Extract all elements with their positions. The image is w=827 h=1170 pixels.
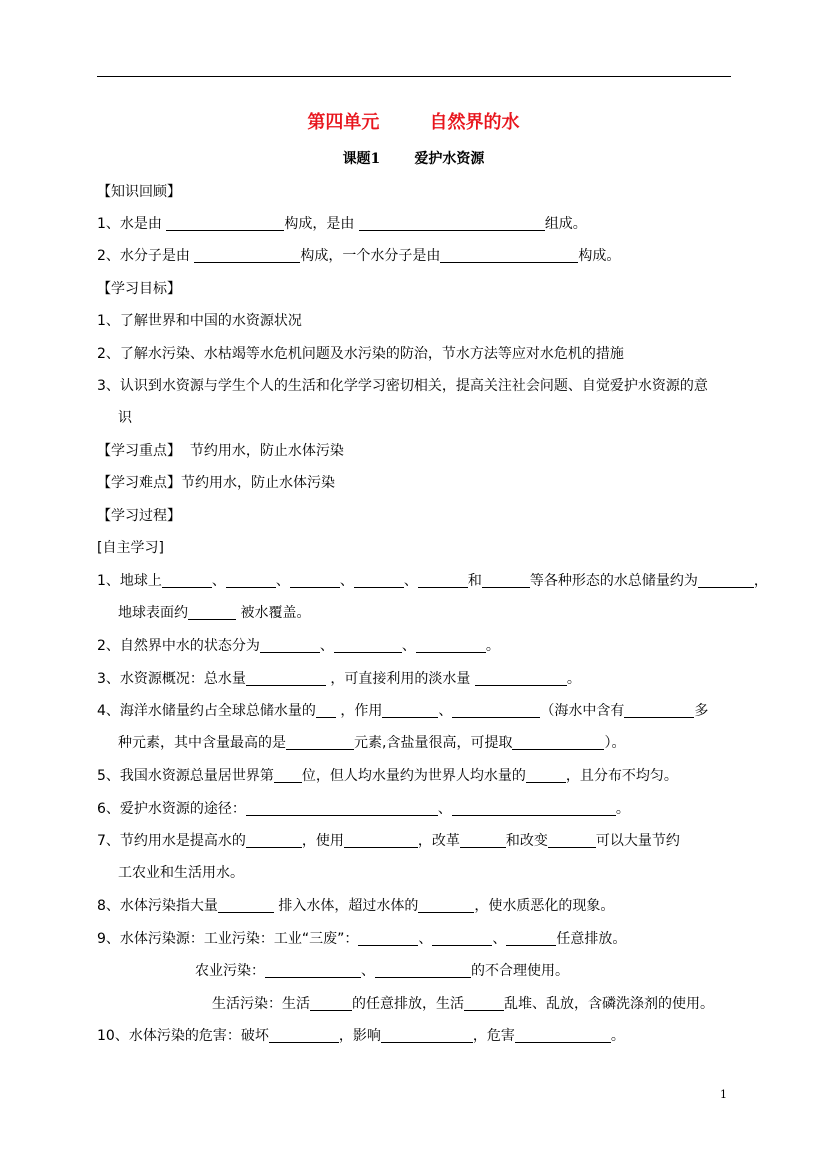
answer-blank[interactable] bbox=[506, 930, 556, 946]
goals-heading: 【学习目标】 bbox=[97, 281, 181, 297]
exercise-9-agriculture: 农业污染： 、 的不合理使用。 bbox=[195, 963, 569, 979]
exercise-2: 2、自然界中水的状态分为 、 、 。 bbox=[97, 638, 500, 654]
answer-blank[interactable] bbox=[194, 247, 300, 263]
answer-blank[interactable] bbox=[265, 962, 361, 978]
exercise-7-cont: 工农业和生活用水。 bbox=[118, 865, 244, 881]
answer-blank[interactable] bbox=[166, 215, 284, 231]
answer-blank[interactable] bbox=[526, 767, 566, 783]
answer-blank[interactable] bbox=[354, 572, 404, 588]
answer-blank[interactable] bbox=[475, 670, 567, 686]
answer-blank[interactable] bbox=[416, 637, 486, 653]
exercise-8: 8、水体污染指大量 排入水体，超过水体的 ，使水质恶化的现象。 bbox=[97, 898, 615, 914]
exercise-4: 4、海洋水储量约占全球总储水量的 ，作用 、 （海水中含有 多 bbox=[97, 703, 709, 719]
answer-blank[interactable] bbox=[290, 572, 340, 588]
answer-blank[interactable] bbox=[334, 637, 402, 653]
exercise-10: 10、水体污染的危害：破坏 ，影响 ，危害 。 bbox=[97, 1028, 625, 1044]
answer-blank[interactable] bbox=[382, 702, 438, 718]
header-rule bbox=[97, 76, 731, 77]
goal-item: 2、了解水污染、水枯竭等水危机问题及水污染的防治，节水方法等应对水危机的措施 bbox=[97, 346, 624, 362]
answer-blank[interactable] bbox=[512, 734, 604, 750]
answer-blank[interactable] bbox=[310, 995, 352, 1011]
answer-blank[interactable] bbox=[418, 897, 474, 913]
answer-blank[interactable] bbox=[440, 247, 578, 263]
answer-blank[interactable] bbox=[358, 930, 418, 946]
answer-blank[interactable] bbox=[218, 897, 274, 913]
self-study-heading: [自主学习] bbox=[97, 540, 164, 556]
answer-blank[interactable] bbox=[162, 572, 212, 588]
review-heading: 【知识回顾】 bbox=[97, 184, 181, 200]
answer-blank[interactable] bbox=[452, 800, 616, 816]
answer-blank[interactable] bbox=[482, 572, 530, 588]
answer-blank[interactable] bbox=[464, 995, 504, 1011]
review-q2: 2、水分子是由 构成，一个水分子是由 构成。 bbox=[97, 248, 621, 264]
difficulty: 【学习难点】节约用水，防止水体污染 bbox=[97, 475, 335, 491]
exercise-7: 7、节约用水是提高水的 ，使用 ，改革 和改变 可以大量节约 bbox=[97, 833, 680, 849]
answer-blank[interactable] bbox=[246, 800, 438, 816]
exercise-1-cont: 地球表面约 被水覆盖。 bbox=[118, 605, 311, 621]
exercise-3: 3、水资源概况：总水量 ，可直接利用的淡水量 。 bbox=[97, 671, 581, 687]
answer-blank[interactable] bbox=[460, 832, 506, 848]
answer-blank[interactable] bbox=[432, 930, 492, 946]
answer-blank[interactable] bbox=[188, 604, 236, 620]
lesson-title: 课题1 爱护水资源 bbox=[342, 151, 485, 167]
answer-blank[interactable] bbox=[698, 572, 754, 588]
process-heading: 【学习过程】 bbox=[97, 508, 181, 524]
goal-item: 1、了解世界和中国的水资源状况 bbox=[97, 313, 302, 329]
answer-blank[interactable] bbox=[548, 832, 596, 848]
exercise-4-cont: 种元素，其中含量最高的是 元素,含盐量很高，可提取 ）。 bbox=[118, 735, 626, 751]
key-point: 【学习重点】 节约用水，防止水体污染 bbox=[97, 443, 344, 459]
answer-blank[interactable] bbox=[359, 215, 545, 231]
answer-blank[interactable] bbox=[375, 962, 471, 978]
answer-blank[interactable] bbox=[286, 734, 354, 750]
answer-blank[interactable] bbox=[316, 702, 336, 718]
goal-item: 识 bbox=[118, 410, 132, 426]
answer-blank[interactable] bbox=[418, 572, 468, 588]
answer-blank[interactable] bbox=[624, 702, 694, 718]
exercise-5: 5、我国水资源总量居世界第 位，但人均水量约为世界人均水量的 ，且分布不均匀。 bbox=[97, 768, 678, 784]
page-number: 1 bbox=[720, 1088, 727, 1101]
answer-blank[interactable] bbox=[274, 767, 302, 783]
exercise-9: 9、水体污染源：工业污染：工业“三废”： 、 、 任意排放。 bbox=[97, 931, 627, 947]
exercise-9-domestic: 生活污染：生活 的任意排放，生活 乱堆、乱放，含磷洗涤剂的使用。 bbox=[212, 996, 714, 1012]
answer-blank[interactable] bbox=[226, 572, 276, 588]
exercise-6: 6、爱护水资源的途径： 、 。 bbox=[97, 801, 630, 817]
answer-blank[interactable] bbox=[246, 670, 326, 686]
answer-blank[interactable] bbox=[344, 832, 418, 848]
answer-blank[interactable] bbox=[246, 832, 302, 848]
review-q1: 1、水是由 构成，是由 组成。 bbox=[97, 216, 587, 232]
exercise-1: 1、地球上 、 、 、 、 和 等各种形态的水总储量约为 ， bbox=[97, 573, 768, 589]
answer-blank[interactable] bbox=[260, 637, 320, 653]
answer-blank[interactable] bbox=[515, 1027, 611, 1043]
answer-blank[interactable] bbox=[269, 1027, 339, 1043]
goal-item: 3、认识到水资源与学生个人的生活和化学学习密切相关，提高关注社会问题、自觉爱护水资源的意 bbox=[97, 378, 708, 394]
unit-title: 第四单元 自然界的水 bbox=[307, 112, 520, 133]
answer-blank[interactable] bbox=[452, 702, 540, 718]
answer-blank[interactable] bbox=[381, 1027, 473, 1043]
